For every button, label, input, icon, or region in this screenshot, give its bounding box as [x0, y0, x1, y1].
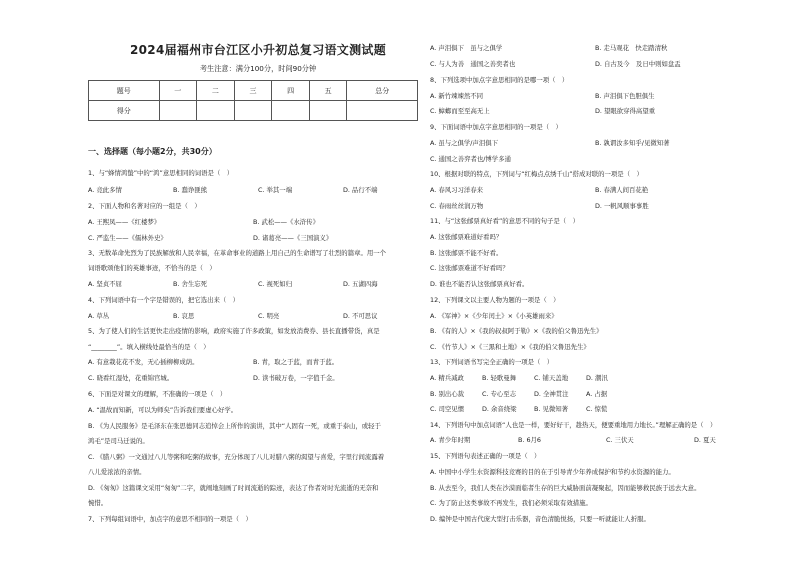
right-question-line: B. 声泪俱下色胆俱生: [595, 92, 655, 100]
left-question-line: D. 不可思议: [343, 312, 378, 320]
left-question-line: A. 竞此多情: [88, 186, 122, 194]
right-question-line: 13、下列词语书写完全正确的一项是（ ）: [430, 358, 554, 366]
right-question-line: B. 从去至今，我们人类在沙漠面临者生存的巨大威胁面前凝聚起，因而能够救民族于远去大意。: [430, 484, 701, 492]
left-question-line: 5、为了使人们的生活更快走出疫情的影响，政府实施了许多政策，如发放消费券、县长直播带货，真是: [88, 327, 380, 335]
left-question-line: B. 武松——《水浒传》: [253, 218, 319, 226]
left-question-line: A. 王熙凤——《红楼梦》: [88, 218, 161, 226]
right-question-line: B. 别出心裁: [430, 390, 465, 398]
right-question-line: A. 虽与之俱学/声泪俱下: [430, 139, 498, 147]
left-question-line: D. 《匆匆》这篇课文采用“匆匆”二字，就阐地刻画了时间流逝的踪迹，表达了作者对时光流逝的无奈和: [88, 484, 379, 492]
right-question-line: C. 司空见惯: [430, 405, 465, 413]
right-question-line: A. 中国中小学生水资源科技竞赛的目的在于引导青少年养成保护和节约水资源的能力。: [430, 468, 675, 476]
score-table-header-row: [89, 81, 418, 101]
score-cell[interactable]: [347, 101, 418, 121]
right-question-line: B. 见微知著: [534, 405, 569, 413]
exam-notice: 考生注意：满分100分，时间90分钟: [199, 64, 317, 73]
left-question-line: A. 草丛: [88, 312, 110, 320]
right-question-line: 8、下列选项中加点字意思相同的是哪一项（ ）: [430, 76, 569, 84]
left-question-line: 1、与“蜂情鸿蛰”中的“鸿”意思相同的词语是（ ）: [88, 169, 234, 177]
right-question-line: C. 与人为善 通国之善奕者也: [430, 60, 516, 68]
right-question-line: B. 这张邮票不能不好看。: [430, 249, 503, 257]
right-question-line: C. 这张邮票难道不好看吗？: [430, 264, 509, 272]
right-question-line: A. 占据: [586, 390, 608, 398]
right-question-line: A. 这张邮票难道好看吗？: [430, 233, 503, 241]
score-cell[interactable]: [234, 101, 272, 121]
score-header-cell: 三: [234, 81, 272, 101]
score-table-score-row: [89, 101, 418, 121]
right-question-line: 9、下面词语中加点字意思相同的一项是（ ）: [430, 123, 562, 131]
right-question-line: A. 春风习习洋春来: [430, 186, 484, 194]
right-question-line: D. 谁也不能否认这张邮票真好看。: [430, 280, 529, 288]
right-question-line: C. 三伏天: [606, 436, 634, 444]
left-question-line: 词语歌颂他们的英雄事迹，不恰当的是（ ）: [88, 264, 216, 272]
left-question-line: 惋惜。: [88, 499, 108, 507]
right-question-line: C. 通国之善弈者也/博学多通: [430, 155, 511, 163]
score-header-cell: 五: [309, 81, 347, 101]
right-question-line: 10、根据对联的特点，下列词与“红梅点点绣千山”搭成对联的一项是（ ）: [430, 170, 643, 178]
left-question-line: C. 《腊八粥》一文通过八儿等粥和吃粥的故事，充分体现了八儿对腊八粥的渴望与喜爱，字里行间流露着: [88, 453, 385, 461]
page-title: 2024届福州市台江区小升初总复习语文测试题: [130, 43, 386, 57]
left-question-line: 6、下面是对课文的理解，不准确的一项是（ ）: [88, 390, 227, 398]
left-question-line: 八儿爱浓浓的亲情。: [88, 468, 146, 476]
score-cell[interactable]: [197, 101, 235, 121]
right-question-line: D. 潮汛: [586, 374, 608, 382]
right-question-line: D. 望眼欲穿得高望重: [595, 107, 656, 115]
left-question-line: 7、下列每组词语中，加点字的意思不相同的一项是（ ）: [88, 515, 252, 523]
left-question-line: D. 诸葛亮——《三国演义》: [253, 234, 333, 242]
score-cell[interactable]: [309, 101, 347, 121]
right-question-line: C. 春雨丝丝润万物: [430, 202, 484, 210]
left-question-line: B. 舍生忘死: [173, 280, 208, 288]
right-question-line: 15、下列语句表述正确的一项是（ ）: [430, 452, 541, 460]
right-question-line: D. 夏天: [694, 436, 716, 444]
score-header-cell: 二: [197, 81, 235, 101]
left-question-line: A. “温故而知新，可以为师矣”告诉我们要虚心好学。: [88, 406, 238, 414]
left-question-line: 3、无数革命先烈为了民族解放和人民幸福，在革命事业的道路上用自己的生命谱写了壮烈的篇章。用一个: [88, 249, 387, 257]
left-question-line: 鸿毛”是司马迁说的。: [88, 437, 149, 445]
right-question-line: B. 春满人间百花艳: [595, 186, 649, 194]
score-row-label: 得分: [89, 101, 160, 121]
left-question-line: B. 蠢诤匪熊: [173, 186, 208, 194]
score-table: [88, 80, 418, 121]
right-question-line: 14、下列语句中加点词语“人也是一样，要好好干，趁热天，便要重地用力地长。”理解正确的是（ ）: [430, 421, 717, 429]
left-question-line: D. 五湖四海: [343, 280, 378, 288]
left-question-line: C. 明亮: [258, 312, 280, 320]
right-question-line: C. 惊慌: [586, 405, 608, 413]
right-question-line: A. 声泪俱下 虽与之俱学: [430, 44, 503, 52]
right-question-line: B. 孰谓汝多知乎/见微知著: [595, 139, 670, 147]
score-header-cell: 四: [272, 81, 310, 101]
left-question-line: B. 哀思: [173, 312, 195, 320]
right-question-line: D. 编钟是中国古代庞大型打击乐器，音色清脆悦扬，只要一听就能让人折服。: [430, 515, 650, 523]
score-header-cell: 题号: [89, 81, 160, 101]
left-question-line: C. 严监生——《儒林外史》: [88, 234, 167, 242]
right-question-line: A. 精兵减政: [430, 374, 464, 382]
left-question-line: B. 《为人民服务》是毛泽东在张思德同志追悼会上所作的演讲，其中“人固有一死，或重于泰山，或轻于: [88, 422, 381, 430]
right-question-line: C. 为了防止这类事故不再发生，我们必须采取有效措施。: [430, 499, 592, 507]
left-question-line: C. 视死如归: [258, 280, 293, 288]
right-question-line: B. 《有的人》×《我的叔叔阿于勒》×《我的伯父鲁迅先生》: [430, 327, 603, 335]
right-question-line: C. 铺天盖地: [534, 374, 569, 382]
section-heading: 一、选择题（每小题2分，共30分）: [88, 147, 217, 156]
left-question-line: D. 品行不端: [343, 186, 378, 194]
left-question-line: C. 晓看红湿处，花重锦官城。: [88, 374, 174, 382]
left-question-line: A. 坚贞不屈: [88, 280, 122, 288]
right-question-line: C. 专心至志: [482, 390, 517, 398]
left-question-line: 4、下列词语中有一个字是错误的，把它选出来（ ）: [88, 296, 240, 304]
right-question-line: D. 余音绕梁: [482, 405, 517, 413]
score-cell[interactable]: [272, 101, 310, 121]
right-question-line: B. 走马观花 快走踏清秋: [595, 44, 668, 52]
right-question-line: D. 一帆风顺事事胜: [595, 202, 649, 210]
right-question-line: A. 青少年时期: [430, 436, 471, 444]
right-question-line: A. 新竹竦竦然不同: [430, 92, 484, 100]
right-question-line: 11、与“这张邮票真好看”的意思不同的句子是（ ）: [430, 217, 579, 225]
right-question-line: 12、下列课文以主要人物为题的一项是（ ）: [430, 296, 560, 304]
left-question-line: D. 读书破万卷，一字值千金。: [253, 374, 339, 382]
left-question-line: A. 有意栽花花不发，无心插柳柳成荫。: [88, 358, 199, 366]
score-header-cell: 一: [159, 81, 197, 101]
right-question-line: C. 蟑螂而至至高无上: [430, 107, 490, 115]
right-question-line: D. 全神贯注: [534, 390, 569, 398]
score-cell[interactable]: [159, 101, 197, 121]
right-question-line: C. 《竹节人》×《三黑和土地》×《我的伯父鲁迅先生》: [430, 343, 590, 351]
left-question-line: C. 举其一端: [258, 186, 293, 194]
left-question-line: B. 青，取之于蓝，而青于蓝。: [253, 358, 339, 366]
right-question-line: A. 《军神》×《少年闰土》×《小英雄雨来》: [430, 312, 558, 320]
score-header-cell: 总分: [347, 81, 418, 101]
right-question-line: B. 6月6: [518, 436, 541, 444]
left-question-line: 2、下面人物和名著对应的一组是（ ）: [88, 202, 201, 210]
right-question-line: B. 轻歌曼舞: [482, 374, 517, 382]
left-question-line: “________”。填入横线处最恰当的是（ ）: [88, 343, 210, 351]
right-question-line: D. 自古及今 及日中则如盘盂: [595, 60, 681, 68]
